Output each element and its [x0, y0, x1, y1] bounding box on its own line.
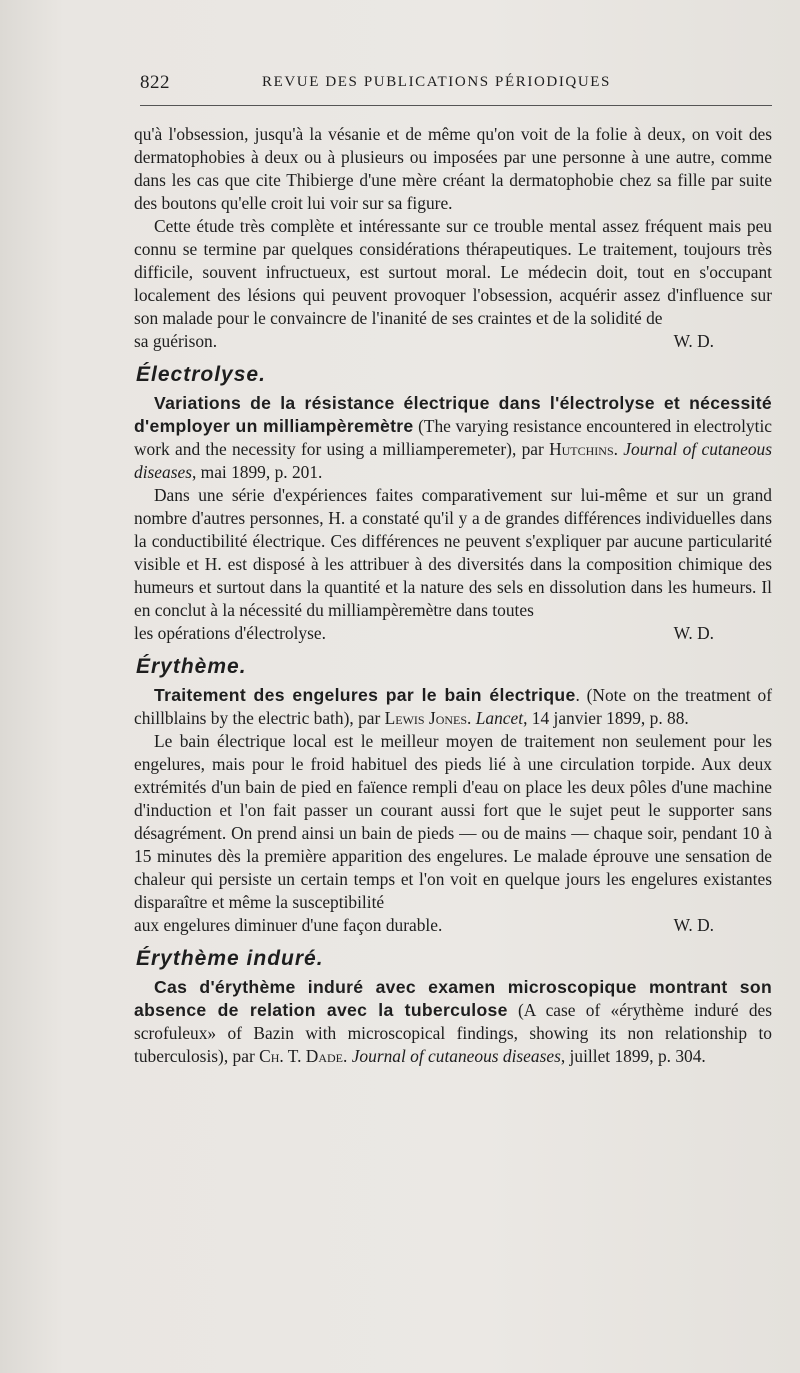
running-title: REVUE DES PUBLICATIONS PÉRIODIQUES [262, 74, 611, 90]
header-divider [140, 105, 772, 106]
erytheme-separator: . [467, 708, 476, 728]
erytheme-indure-author: Ch. T. Dade [259, 1046, 343, 1066]
page-header [140, 72, 772, 102]
section-heading-erytheme-indure: Érythème induré. [136, 947, 324, 970]
intro-paragraph-1: qu'à l'obsession, jusqu'à la vésanie et de même qu'on voit de la folie à deux, on voit des dermatophobies à deux ou à plusieurs ou imposées par une personne à une autre, comme dans les cas que cite Thibierge d'une mère créant la dermatophobie chez sa fille par suite des boutons qu'elle croit lui voir sur sa figure. [134, 124, 772, 213]
electrolyse-translation: (The varying resistance encountered in electrolytic work and the necessity for using a milliamperemeter), par [134, 416, 772, 459]
article-body [134, 123, 772, 1068]
electrolyse-title: Variations de la résistance électrique dans l'électrolyse et nécessité d'employer un milliampèremètre [134, 393, 772, 436]
intro-signature: W. D. [673, 331, 714, 351]
erytheme-citation [134, 684, 772, 730]
electrolyse-citation [134, 392, 772, 484]
electrolyse-summary-end: les opérations d'électrolyse. [134, 623, 326, 643]
erytheme-indure-date: , juillet 1899, p. 304. [560, 1046, 706, 1066]
intro-paragraph-end: sa guérison. [134, 331, 218, 351]
intro-paragraph-2: Cette étude très complète et intéressante sur ce trouble mental assez fréquent mais peu connu se termine par quelques considérations thérapeutiques. Le traitement, toujours très difficile, souvent infructueux, est surtout moral. Le médecin doit, tout en s'occupant localement des lésions qui peuvent provoquer l'obsession, acquérir assez d'influence sur son malade pour le convaincre de l'inanité de ses craintes et de la solidité de [134, 216, 772, 328]
electrolyse-author: Hutchins [549, 439, 614, 459]
page-number: 822 [140, 72, 170, 93]
erytheme-indure-journal: Journal of cutaneous diseases [351, 1046, 561, 1066]
erytheme-indure-separator: . [343, 1046, 352, 1066]
electrolyse-closing-line [134, 622, 772, 645]
erytheme-translation: . (Note on the treatment of chillblains by the electric bath), par [134, 685, 772, 728]
section-heading-erytheme: Érythème. [136, 655, 247, 678]
electrolyse-journal: Journal of cutaneous diseases [134, 439, 772, 482]
erytheme-summary: Le bain électrique local est le meilleur moyen de traitement non seulement pour les engelures, mais pour le froid habituel des pieds lié à une circulation torpide. Aux deux extrémités d'un bain de pied en faïence rempli d'eau on place les deux pôles d'une machine d'induction et l'on fait passer un courant aussi fort que le sujet peut le supporter sans désagrément. On prend ainsi un bain de pieds — ou de mains — chaque soir, pendant 10 à 15 minutes dès la première apparition des engelures. Le malade éprouve une sensation de chaleur qui persiste un certain temps et l'on voit en quelque jours les engelures existantes disparaître et même la susceptibilité [134, 731, 772, 912]
intro-closing-line [134, 330, 772, 353]
erytheme-indure-citation [134, 976, 772, 1068]
erytheme-date: , 14 janvier 1899, p. 88. [523, 708, 689, 728]
electrolyse-date: , mai 1899, p. 201. [191, 462, 323, 482]
erytheme-title: Traitement des engelures par le bain électrique [154, 685, 576, 705]
erytheme-journal: Lancet [475, 708, 524, 728]
electrolyse-summary: Dans une série d'expériences faites comparativement sur lui-même et sur un grand nombre d'autres personnes, H. a constaté qu'il y a de grandes différences individuelles dans la conductibilité électrique. Ces différences ne peuvent s'expliquer par aucune particularité visible et H. est disposé à les attribuer à des diversités dans la composition chimique des humeurs et surtout dans la quantité et la nature des sels en dissolution dans les humeurs. Il en conclut à la nécessité du milliampèremètre dans toutes [134, 485, 772, 620]
erytheme-closing-line [134, 914, 772, 937]
erytheme-summary-end: aux engelures diminuer d'une façon durable. [134, 915, 443, 935]
erytheme-indure-title: Cas d'érythème induré avec examen microscopique montrant son absence de relation avec la tuberculose [134, 977, 772, 1020]
erytheme-author: Lewis Jones [384, 708, 468, 728]
section-heading-electrolyse: Électrolyse. [136, 363, 266, 386]
electrolyse-signature: W. D. [673, 623, 714, 643]
erytheme-indure-translation: (A case of «érythème induré des scrofuleux» of Bazin with microscopical findings, showing its non relationship to tuberculosis), par [134, 1000, 772, 1066]
electrolyse-separator: . [613, 439, 624, 459]
erytheme-signature: W. D. [673, 915, 714, 935]
